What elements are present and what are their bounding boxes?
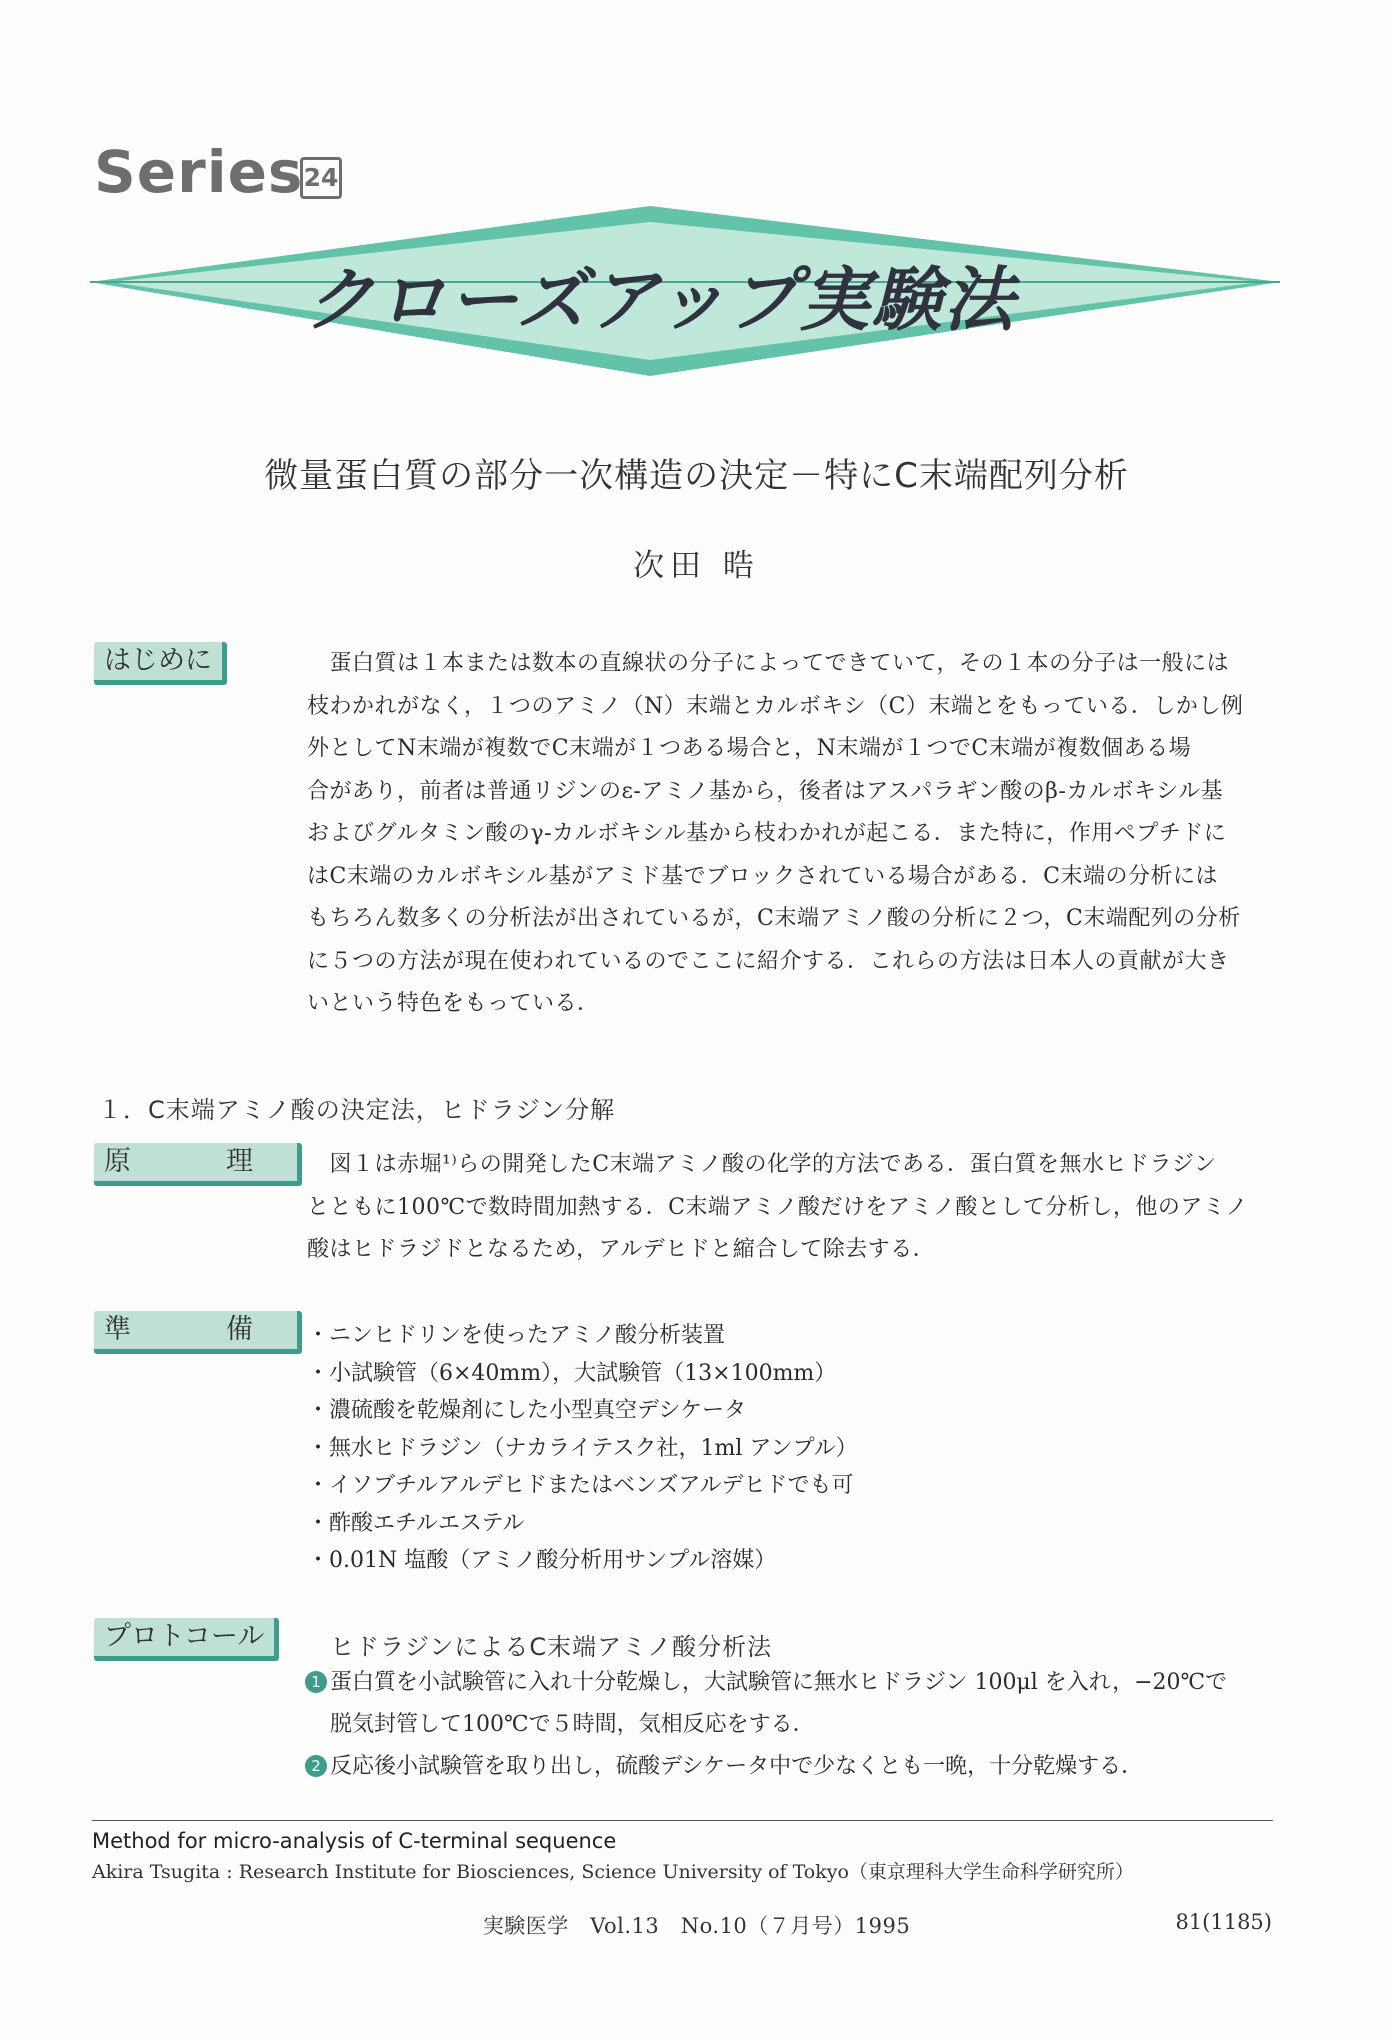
author-name: 次田 晧 [633, 548, 760, 584]
intro-line: およびグルタミン酸のγ-カルボキシル基から枝わかれが起こる．また特に，作用ペプチドに [307, 821, 1227, 846]
intro-line: 外としてN末端が複数でC末端が１つある場合と，N末端が１つでC末端が複数個ある場 [307, 736, 1192, 761]
banner-title: クローズアップ実験法 [304, 259, 1016, 341]
english-title: Method for micro-analysis of C-terminal sequence [92, 1829, 617, 1853]
list-item: ・酢酸エチルエステル [307, 1510, 525, 1536]
preparation-list [307, 1317, 858, 1580]
footer-divider [92, 1820, 1273, 1821]
principle-tag: 原 理 [94, 1143, 302, 1186]
preparation-tag: 準 備 [94, 1311, 302, 1354]
series-label: Series [94, 138, 304, 206]
list-item: ・小試験管（6×40mm），大試験管（13×100mm） [307, 1360, 837, 1386]
step-number-badge: 1 [305, 1671, 327, 1693]
principle-line: 図１は赤堀¹⁾らの開発したC末端アミノ酸の化学的方法である．蛋白質を無水ヒドラジン [307, 1152, 1217, 1177]
protocol-tag: プロトコール [94, 1618, 279, 1661]
step-number-badge: 2 [305, 1755, 327, 1777]
intro-line: 合があり，前者は普通リジンのε-アミノ基から，後者はアスパラギン酸のβ-カルボキシル基 [307, 778, 1224, 804]
protocol-heading: ヒドラジンによるC末端アミノ酸分析法 [330, 1633, 773, 1661]
intro-line: はC末端のカルボキシル基がアミド基でブロックされている場合がある．C末端の分析には [307, 863, 1218, 889]
section-heading: １．C末端アミノ酸の決定法，ヒドラジン分解 [98, 1096, 616, 1124]
author-affiliation: Akira Tsugita : Research Institute for Biosciences, Science University of Tokyo（東京理科大学生命科学研究所） [92, 1861, 1134, 1883]
protocol-step-2 [305, 1746, 1143, 1788]
principle-line: 酸はヒドラジドとなるため，アルデヒドと縮合して除去する． [307, 1237, 936, 1262]
list-item: ・無水ヒドラジン（ナカライテスク社，1ml アンプル） [307, 1435, 858, 1461]
intro-line: に５つの方法が現在使われているのでここに紹介する．これらの方法は日本人の貢献が大き [307, 948, 1230, 974]
intro-line: 蛋白質は１本または数本の直線状の分子によってできていて，その１本の分子は一般には [307, 651, 1230, 676]
intro-line: いという特色をもっている． [307, 991, 600, 1016]
series-number-badge: 24 [300, 157, 342, 199]
article-title: 微量蛋白質の部分一次構造の決定－特にC末端配列分析 [264, 456, 1129, 496]
protocol-step-1-cont: 脱気封管して100℃で５時間，気相反応をする． [330, 1712, 815, 1737]
protocol-step-1 [305, 1662, 1227, 1704]
intro-line: もちろん数多くの分析法が出されているが，C末端アミノ酸の分析に２つ，C末端配列の分析 [307, 906, 1241, 931]
intro-tag: はじめに [94, 642, 227, 685]
step-text: 蛋白質を小試験管に入れ十分乾燥し，大試験管に無水ヒドラジン 100μl を入れ，−20℃で [330, 1670, 1228, 1695]
list-item: ・濃硫酸を乾燥剤にした小型真空デシケータ [307, 1398, 747, 1423]
page-number: 81(1185) [1175, 1910, 1272, 1934]
intro-line: 枝わかれがなく，１つのアミノ（N）末端とカルボキシ（C）末端とをもっている．しかし例 [307, 693, 1244, 719]
principle-line: とともに100℃で数時間加熱する．C末端アミノ酸だけをアミノ酸として分析し，他のアミノ [307, 1194, 1248, 1220]
list-item: ・ニンヒドリンを使ったアミノ酸分析装置 [307, 1323, 726, 1348]
intro-body [307, 643, 1272, 1026]
list-item: ・イソブチルアルデヒドまたはベンズアルデヒドでも可 [307, 1473, 854, 1498]
list-item: ・0.01N 塩酸（アミノ酸分析用サンプル溶媒） [307, 1548, 777, 1573]
journal-info: 実験医学 Vol.13 No.10（７月号）1995 [482, 1914, 911, 1938]
step-text: 反応後小試験管を取り出し，硫酸デシケータ中で少なくとも一晩，十分乾燥する． [330, 1754, 1144, 1779]
principle-body [307, 1144, 1272, 1272]
